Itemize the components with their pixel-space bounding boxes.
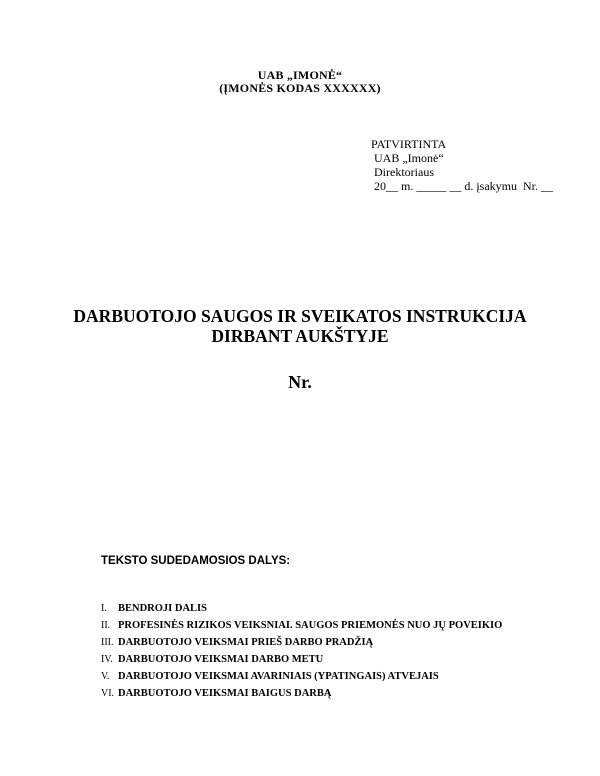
approval-company: UAB „Imonė“	[374, 151, 444, 165]
toc-item-label: DARBUOTOJO VEIKSMAI BAIGUS DARBĄ	[118, 688, 332, 699]
toc-item-label: DARBUOTOJO VEIKSMAI AVARINIAIS (YPATINGAIS) ATVEJAIS	[118, 671, 439, 682]
toc-item	[101, 687, 502, 704]
toc-item-number: V.	[101, 671, 110, 682]
title-line-1: DARBUOTOJO SAUGOS IR SVEIKATOS INSTRUKCIJA	[73, 306, 527, 326]
document-number: Nr.	[288, 372, 312, 392]
approval-order: 20__ m. _____ __ d. įsakymu Nr. __	[374, 179, 553, 193]
toc-item-number: VI.	[101, 688, 115, 699]
toc-list	[101, 602, 502, 704]
toc-item-label: DARBUOTOJO VEIKSMAI DARBO METU	[118, 654, 324, 665]
company-code: (ĮMONĖS KODAS XXXXXX)	[219, 81, 381, 95]
toc-item	[101, 602, 502, 619]
title-line-2: DIRBANT AUKŠTYJE	[211, 326, 389, 346]
toc-heading: TEKSTO SUDEDAMOSIOS DALYS:	[101, 555, 291, 567]
approval-label: PATVIRTINTA	[371, 137, 447, 151]
approval-role: Direktoriaus	[374, 165, 434, 179]
toc-item	[101, 636, 502, 653]
toc-item	[101, 670, 502, 687]
toc-item-label: DARBUOTOJO VEIKSMAI PRIEŠ DARBO PRADŽIĄ	[118, 637, 374, 648]
toc-item-number: I.	[101, 603, 107, 614]
document-title	[0, 306, 600, 346]
toc-item	[101, 653, 502, 670]
approval-block	[371, 137, 553, 193]
company-name: UAB „IMONĖ“	[257, 68, 343, 82]
toc-item	[101, 619, 502, 636]
toc-item-label: BENDROJI DALIS	[118, 603, 207, 614]
toc-item-label: PROFESINĖS RIZIKOS VEIKSNIAI. SAUGOS PRIEMONĖS NUO JŲ POVEIKIO	[118, 620, 503, 631]
toc-item-number: II.	[101, 620, 111, 631]
toc-item-number: IV.	[101, 654, 113, 665]
toc-item-number: III.	[101, 637, 114, 648]
